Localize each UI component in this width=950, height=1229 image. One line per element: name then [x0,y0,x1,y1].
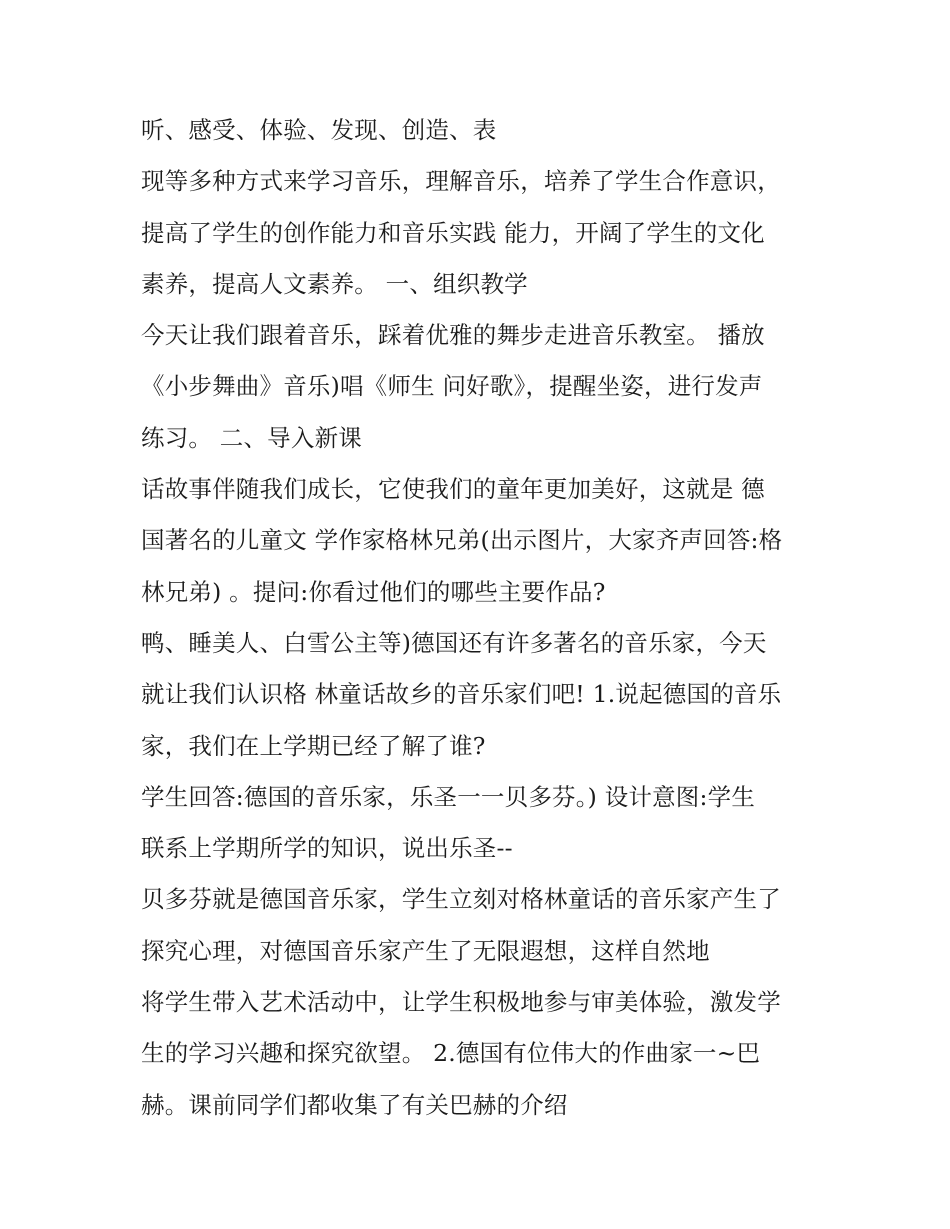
text-line: 赫。课前同学们都收集了有关巴赫的介绍 [141,1090,568,1119]
text-line: 现等多种方式来学习音乐，理解音乐，培养了学生合作意识， [141,167,781,196]
text-line: 提高了学生的创作能力和音乐实践 能力，开阔了学生的文化 [141,218,765,247]
text-line: 国著名的儿童文 学作家格林兄弟(出示图片，大家齐声回答:格 [141,526,783,555]
text-line: 家，我们在上学期已经了解了谁? [141,731,486,760]
text-line: 《小步舞曲》音乐)唱《师生 问好歌》，提醒坐姿，进行发声 [141,372,763,401]
text-line: 学生回答:德国的音乐家，乐圣一一贝多芬。) 设计意图:学生 [141,782,756,811]
text-line: 练习。 二、导入新课 [141,423,362,452]
text-line: 鸭、睡美人、白雪公主等)德国还有许多著名的音乐家，今天 [141,628,767,657]
text-line: 听、感受、体验、发现、创造、表 [141,116,497,144]
text-line: 探究心理，对德国音乐家产生了无限遐想，这样自然地 [141,936,710,965]
text-line: 就让我们认识格 林童话故乡的音乐家们吧! 1.说起德国的音乐 [141,680,782,709]
text-line: 将学生带入艺术活动中，让学生积极地参与审美体验，激发学 [141,988,781,1017]
text-line: 贝多芬就是德国音乐家，学生立刻对格林童话的音乐家产生了 [141,885,781,914]
text-line: 话故事伴随我们成长，它使我们的童年更加美好，这就是 德 [141,475,765,504]
text-line: 林兄弟) 。提问:你看过他们的哪些主要作品? [141,577,606,606]
text-line: 今天让我们跟着音乐，踩着优雅的舞步走进音乐教室。 播放 [141,321,765,350]
text-line: 素养，提高人文素养。 一、组织教学 [141,269,528,298]
text-line: 联系上学期所学的知识，说出乐圣-- [141,834,513,863]
body-text [141,111,841,1137]
text-line: 生的学习兴趣和探究欲望。 2.德国有位伟大的作曲家一~巴 [141,1039,761,1068]
